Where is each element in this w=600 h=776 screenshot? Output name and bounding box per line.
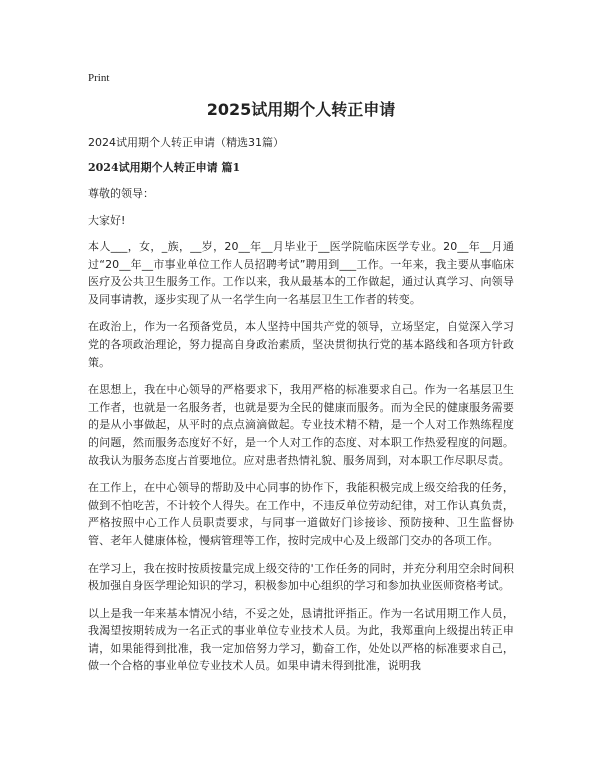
print-link[interactable]: Print — [88, 72, 110, 84]
paragraph-summary: 以上是我一年来基本情况小结，不妥之处，恳请批评指正。作为一名试用期工作人员，我渴望按期转成为一名正式的事业单位专业技术人员。为此，我郑重向上级提出转正申请，如果能得到批准，我一定加倍努力学习，勤奋工作，处处以严格的标准要求自己，做一个合格的事业单位专业技术人员。如果申请未得到批准，说明我 — [88, 606, 514, 673]
section-heading: 2024试用期个人转正申请 篇1 — [88, 161, 241, 174]
paragraph-thought: 在思想上，我在中心领导的严格要求下，我用严格的标准要求自己。作为一名基层卫生工作者，也就是一名服务者，也就是要为全民的健康而服务。而为全民的健康服务需要的是从小事做起，从平时的点点滴滴做起。专业技术精不精，是一个人对工作熟练程度的问题，然而服务态度好不好，是一个人对工作的态度、对本职工作热爱程度的问题。故我认为服务态度占首要地位。应对患者热情礼貌、服务周到，对本职工作尽职尽责。 — [88, 383, 514, 467]
paragraph-study: 在学习上，我在按时按质按量完成上级交待的'工作任务的同时，并充分利用空余时间积极加强自身医学理论知识的学习，积极参加中心组织的学习和参加执业医师资格考试。 — [88, 561, 514, 593]
paragraph-intro: 本人___，女，_族，__岁，20__年__月毕业于__医学院临床医学专业。20__年__月通过“20__年__市事业单位工作人员招聘考试”聘用到___工作。一年来，我主要从事临床医疗及公共卫生服务工作。工作以来，我从最基本的工作做起，通过认真学习、向领导及同事请教，逐步实现了从一名学生向一名基层卫生工作者的转变。 — [88, 240, 514, 306]
greeting: 大家好! — [88, 214, 126, 227]
document-subtitle: 2024试用期个人转正申请（精选31篇） — [88, 136, 284, 149]
document-title: 2025试用期个人转正申请 — [206, 100, 396, 119]
paragraph-politics: 在政治上，作为一名预备党员，本人坚持中国共产党的领导，立场坚定，自觉深入学习党的各项政治理论，努力提高自身政治素质，坚决贯彻执行党的基本路线和各项方针政策。 — [88, 320, 514, 369]
document-body — [88, 238, 514, 685]
salutation: 尊敬的领导： — [88, 187, 154, 200]
paragraph-work: 在工作上，在中心领导的帮助及中心同事的协作下，我能积极完成上级交给我的任务，做到不怕吃苦，不计较个人得失。在工作中，不违反单位劳动纪律，对工作认真负责，严格按照中心工作人员职责要求，与同事一道做好门诊接诊、预防接种、卫生监督协管、老年人健康体检，慢病管理等工作，按时完成中心及上级部门交办的各项工作。 — [88, 481, 514, 547]
